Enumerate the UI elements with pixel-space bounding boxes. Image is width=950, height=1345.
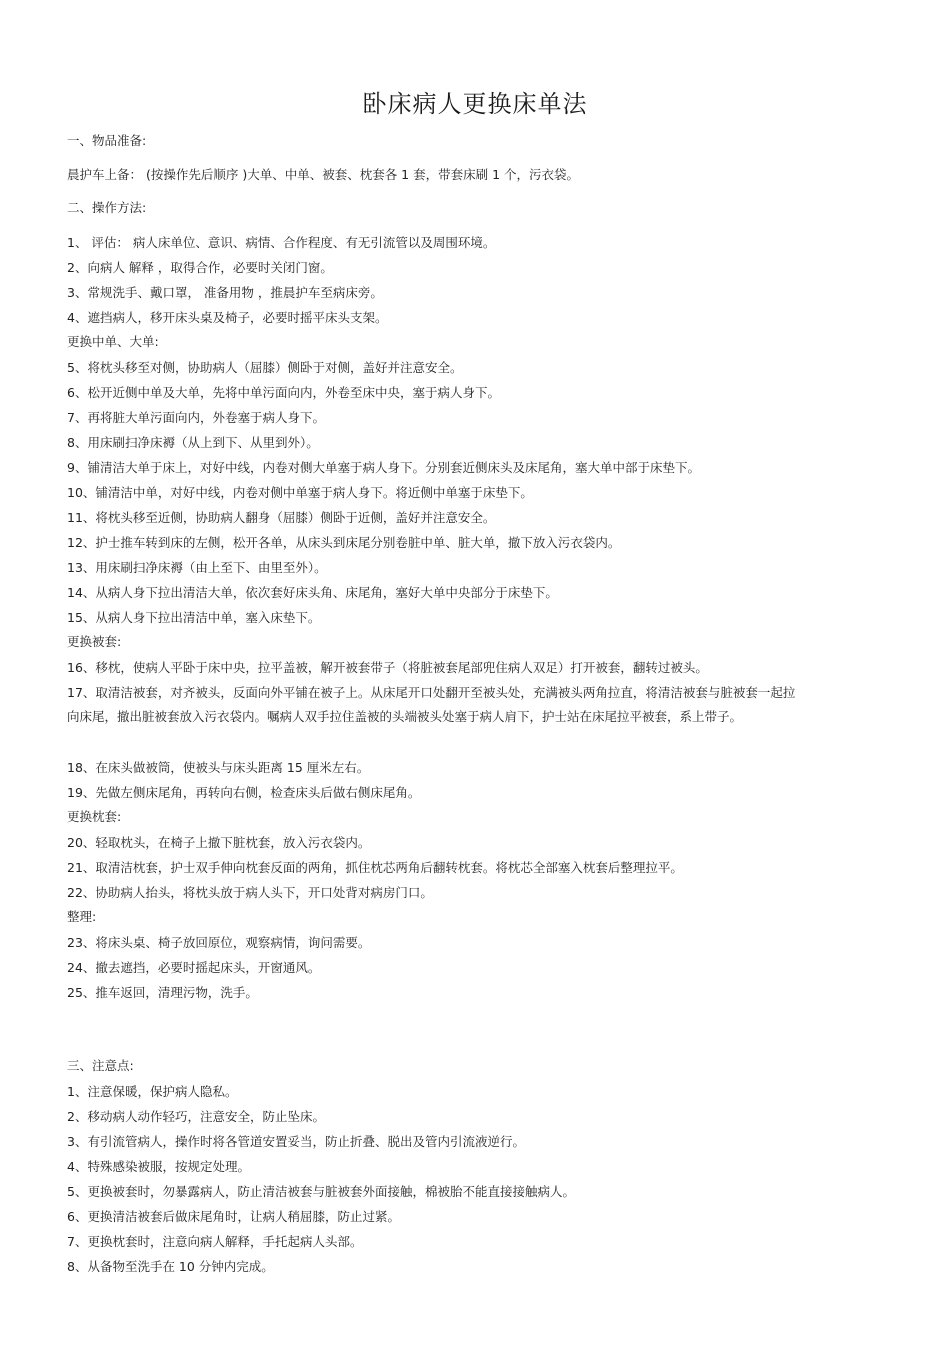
subheading-duvet: 更换被套: (67, 634, 122, 649)
note-6: 6、更换清洁被套后做床尾角时，让病人稍屈膝，防止过紧。 (67, 1209, 400, 1224)
step-23: 23、将床头桌、椅子放回原位，观察病情，询问需要。 (67, 935, 371, 950)
step-1: 1、 评估： 病人床单位、意识、病情、合作程度、有无引流管以及周围环境。 (67, 235, 496, 250)
step-3: 3、常规洗手、戴口罩， 准备用物 ，推晨护车至病床旁。 (67, 285, 383, 300)
step-18: 18、在床头做被筒，使被头与床头距离 15 厘米左右。 (67, 760, 370, 775)
step-5: 5、将枕头移至对侧，协助病人（屈膝）侧卧于对侧，盖好并注意安全。 (67, 360, 463, 375)
section-heading-preparation: 一、物品准备: (67, 133, 147, 148)
note-8: 8、从备物至洗手在 10 分钟内完成。 (67, 1259, 274, 1274)
subheading-sheets: 更换中单、大单: (67, 334, 159, 349)
step-7: 7、再将脏大单污面向内，外卷塞于病人身下。 (67, 410, 325, 425)
step-14: 14、从病人身下拉出清洁大单，依次套好床头角、床尾角，塞好大单中央部分于床垫下。 (67, 585, 558, 600)
step-6: 6、松开近侧中单及大单，先将中单污面向内，外卷至床中央，塞于病人身下。 (67, 385, 500, 400)
step-9: 9、铺清洁大单于床上，对好中线，内卷对侧大单塞于病人身下。分别套近侧床头及床尾角，塞大单中部于床垫下。 (67, 460, 700, 475)
note-2: 2、移动病人动作轻巧，注意安全，防止坠床。 (67, 1109, 325, 1124)
step-25: 25、推车返回，清理污物，洗手。 (67, 985, 258, 1000)
step-22: 22、协助病人抬头，将枕头放于病人头下，开口处背对病房门口。 (67, 885, 433, 900)
step-20: 20、轻取枕头，在椅子上撤下脏枕套，放入污衣袋内。 (67, 835, 371, 850)
step-8: 8、用床刷扫净床褥（从上到下、从里到外）。 (67, 435, 319, 450)
step-16: 16、移枕，使病人平卧于床中央，拉平盖被，解开被套带子（将脏被套尾部兜住病人双足）打开被套，翻转过被头。 (67, 660, 708, 675)
note-5: 5、更换被套时，勿暴露病人，防止清洁被套与脏被套外面接触，棉被胎不能直接接触病人。 (67, 1184, 575, 1199)
subheading-tidy: 整理: (67, 909, 97, 924)
prep-text: 晨护车上备： (按操作先后顺序 )大单、中单、被套、枕套各 1 套，带套床刷 1 个，污衣袋。 (67, 167, 580, 182)
step-10: 10、铺清洁中单，对好中线，内卷对侧中单塞于病人身下。将近侧中单塞于床垫下。 (67, 485, 533, 500)
note-3: 3、有引流管病人，操作时将各管道安置妥当，防止折叠、脱出及管内引流液逆行。 (67, 1134, 525, 1149)
step-2: 2、向病人 解释 ，取得合作，必要时关闭门窗。 (67, 260, 333, 275)
step-12: 12、护士推车转到床的左侧，松开各单，从床头到床尾分别卷脏中单、脏大单，撤下放入污衣袋内。 (67, 535, 621, 550)
step-21: 21、取清洁枕套，护士双手伸向枕套反面的两角，抓住枕芯两角后翻转枕套。将枕芯全部塞入枕套后整理拉平。 (67, 860, 683, 875)
step-19: 19、先做左侧床尾角，再转向右侧，检查床头后做右侧床尾角。 (67, 785, 421, 800)
note-4: 4、特殊感染被服，按规定处理。 (67, 1159, 250, 1174)
section-heading-notes: 三、注意点: (67, 1058, 134, 1073)
section-heading-method: 二、操作方法: (67, 200, 147, 215)
step-13: 13、用床刷扫净床褥（由上至下、由里至外）。 (67, 560, 327, 575)
page-title: 卧床病人更换床单法 (362, 90, 588, 118)
subheading-pillowcase: 更换枕套: (67, 809, 122, 824)
step-11: 11、将枕头移至近侧，协助病人翻身（屈膝）侧卧于近侧，盖好并注意安全。 (67, 510, 496, 525)
step-4: 4、遮挡病人，移开床头桌及椅子，必要时摇平床头支架。 (67, 310, 388, 325)
step-17: 17、取清洁被套，对齐被头，反面向外平铺在被子上。从床尾开口处翻开至被头处，充满被头两角拉直，将清洁被套与脏被套一起拉向床尾，撤出脏被套放入污衣袋内。嘱病人双手拉住盖被的头端被头处塞于病人肩下，护士站在床尾拉平被套，系上带子。 (67, 685, 796, 724)
note-7: 7、更换枕套时，注意向病人解释，手托起病人头部。 (67, 1234, 363, 1249)
step-15: 15、从病人身下拉出清洁中单，塞入床垫下。 (67, 610, 321, 625)
step-24: 24、撤去遮挡，必要时摇起床头，开窗通风。 (67, 960, 321, 975)
note-1: 1、注意保暖，保护病人隐私。 (67, 1084, 238, 1099)
